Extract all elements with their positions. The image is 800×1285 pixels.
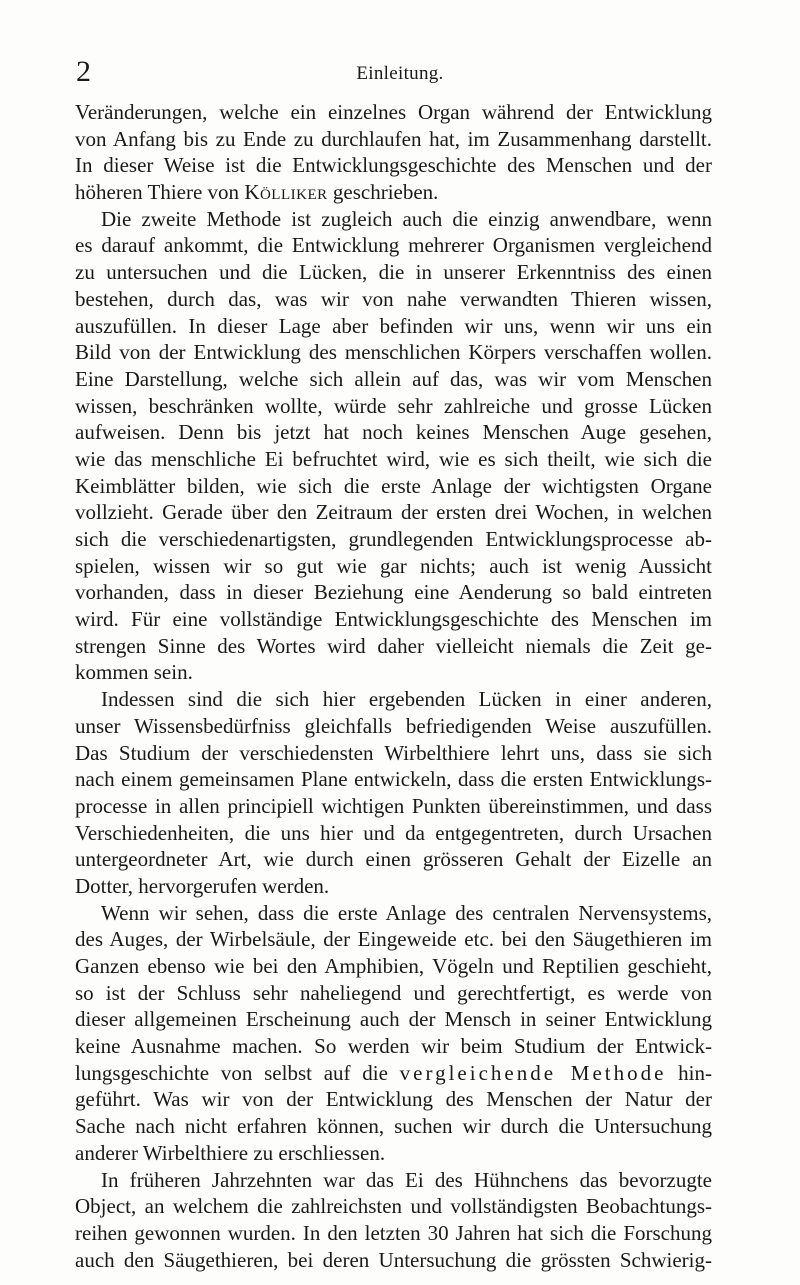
text-line: auch den Säugethieren, bei deren Untersuchung die grössten Schwierig- <box>75 1247 712 1272</box>
running-title: Einleitung. <box>356 63 444 84</box>
text-line: Eine Darstellung, welche sich allein auf das, was wir vom Menschen <box>75 366 712 391</box>
text-line: strengen Sinne des Wortes wird daher vielleicht niemals die Zeit ge- <box>75 633 712 658</box>
page-number: 2 <box>76 55 91 88</box>
text-line: Ganzen ebenso wie bei den Amphibien, Vögeln und Reptilien geschieht, <box>75 954 712 978</box>
text-segment: lungsgeschichte von selbst auf die <box>75 1060 400 1085</box>
body-text <box>75 99 712 1273</box>
text-line: keine Ausnahme machen. So werden wir beim Studium der Entwick- <box>75 1034 712 1059</box>
text-line: vorhanden, dass in dieser Beziehung eine Aenderung so bald eintreten <box>75 580 712 605</box>
text-line: so ist der Schluss sehr naheliegend und gerechtfertigt, es werde von <box>75 980 712 1005</box>
text-line: es darauf ankommt, die Entwicklung mehrerer Organismen vergleichend <box>75 233 712 258</box>
text-line: bestehen, durch das, was wir von nahe verwandten Thieren wissen, <box>75 286 712 311</box>
text-line <box>75 179 712 206</box>
text-line: vollzieht. Gerade über den Zeitraum der ersten drei Wochen, in welchen <box>75 500 712 525</box>
text-line: spielen, wissen wir so gut wie gar nichts; auch ist wenig Aussicht <box>75 553 712 578</box>
author-name-smallcaps: Kölliker <box>244 180 328 205</box>
text-line: dieser allgemeinen Erscheinung auch der Mensch in seiner Entwicklung <box>75 1007 712 1032</box>
text-line: wissen, beschränken wollte, würde sehr zahlreiche und grosse Lücken <box>75 393 712 418</box>
text-line: anderer Wirbelthiere zu erschliessen. <box>75 1140 386 1165</box>
text-line <box>75 1060 712 1087</box>
text-line: aufweisen. Denn bis jetzt hat noch keines Menschen Auge gesehen, <box>75 420 712 445</box>
text-line: In dieser Weise ist die Entwicklungsgeschichte des Menschen und der <box>75 153 712 178</box>
text-line: Keimblätter bilden, wie sich die erste Anlage der wichtigsten Organe <box>75 473 712 498</box>
text-line: sich die verschiedenartigsten, grundlegenden Entwicklungsprocesse ab- <box>75 527 712 551</box>
text-line: Die zweite Methode ist zugleich auch die einzig anwendbare, wenn <box>101 206 712 231</box>
text-line: des Auges, der Wirbelsäule, der Eingeweide etc. bei den Säugethieren im <box>75 927 712 952</box>
text-line: processe in allen principiell wichtigen Punkten übereinstimmen, und dass <box>75 793 712 818</box>
text-line: Dotter, hervorgerufen werden. <box>75 873 330 898</box>
text-line: Wenn wir sehen, dass die erste Anlage des centralen Nervensystems, <box>101 900 712 925</box>
text-line: wird. Für eine vollständige Entwicklungsgeschichte des Menschen im <box>75 607 712 632</box>
text-line: geführt. Was wir von der Entwicklung des Menschen der Natur der <box>75 1087 712 1112</box>
emphasized-term: vergleichende Methode <box>399 1060 667 1085</box>
text-line: unser Wissensbedürfniss gleichfalls befriedigenden Weise auszufüllen. <box>75 713 712 738</box>
text-line: Object, an welchem die zahlreichsten und vollständigsten Beobachtungs- <box>75 1194 712 1219</box>
text-line: untergeordneter Art, wie durch einen grösseren Gehalt der Eizelle an <box>75 847 712 872</box>
text-line: von Anfang bis zu Ende zu durchlaufen hat, im Zusammenhang darstellt. <box>75 126 712 151</box>
text-line: wie das menschliche Ei befruchtet wird, wie es sich theilt, wie sich die <box>75 446 712 471</box>
text-segment: höheren Thiere von <box>75 180 245 205</box>
text-segment: hin- <box>666 1060 712 1085</box>
text-line: Verschiedenheiten, die uns hier und da entgegentreten, durch Ursachen <box>75 820 712 845</box>
text-line: nach einem gemeinsamen Plane entwickeln, dass die ersten Entwicklungs- <box>75 767 712 792</box>
text-line: auszufüllen. In dieser Lage aber befinden wir uns, wenn wir uns ein <box>75 313 712 338</box>
text-line: Indessen sind die sich hier ergebenden Lücken in einer anderen, <box>101 687 712 712</box>
text-line: Bild von der Entwicklung des menschlichen Körpers verschaffen wollen. <box>75 340 712 365</box>
text-line: In früheren Jahrzehnten war das Ei des Hühnchens das bevorzugte <box>101 1167 712 1192</box>
text-line: zu untersuchen und die Lücken, die in unserer Erkenntniss des einen <box>75 260 712 285</box>
text-line: kommen sein. <box>75 660 193 685</box>
text-line: Sache nach nicht erfahren können, suchen wir durch die Untersuchung <box>75 1114 712 1139</box>
text-line: Veränderungen, welche ein einzelnes Organ während der Entwicklung <box>75 100 712 124</box>
text-line: Das Studium der verschiedensten Wirbelthiere lehrt uns, dass sie sich <box>75 740 712 765</box>
text-segment: geschrieben. <box>327 180 439 205</box>
text-line: reihen gewonnen wurden. In den letzten 30 Jahren hat sich die Forschung <box>75 1220 712 1245</box>
